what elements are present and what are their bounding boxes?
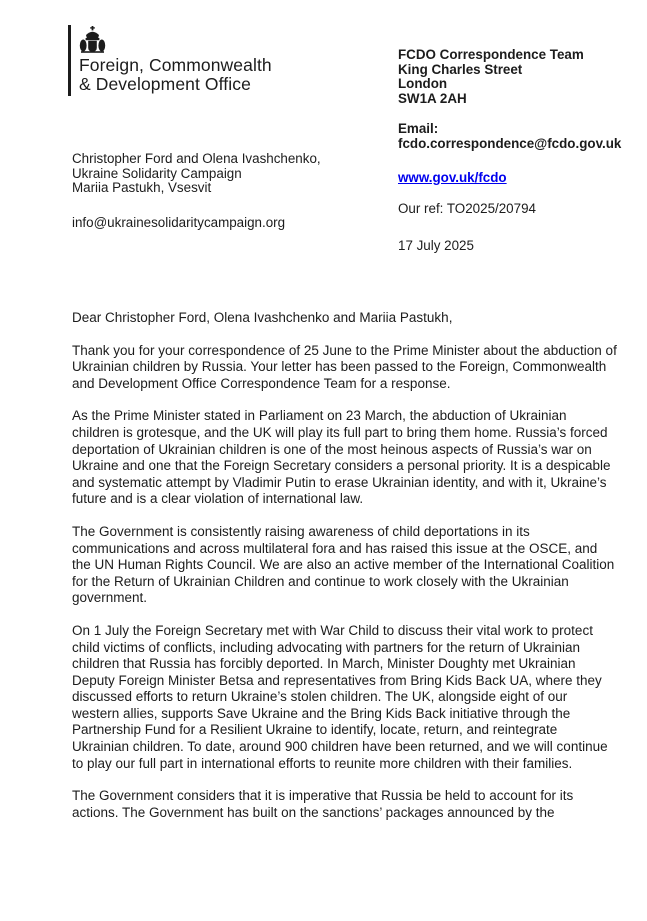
recipient-block	[72, 152, 392, 230]
body-paragraph: As the Prime Minister stated in Parliament on 23 March, the abduction of Ukrainian children is grotesque, and the UK will play its full part to bring them home. Russia’s forced deportation of Ukrainian children is one of the most heinous aspects of Russia’s war on Ukraine and one that the Foreign Secretary considers a personal priority. It is a despicable and systematic attempt by Vladimir Putin to erase Ukrainian identity, and with it, Ukraine’s future and is a clear violation of international law.	[72, 408, 611, 507]
recipient-line: Christopher Ford and Olena Ivashchenko,	[72, 151, 321, 166]
body-paragraph: The Government is consistently raising awareness of child deportations in its communications and across multilateral fora and has raised this issue at the OSCE, and the UN Human Rights Council. We are also an active member of the International Coalition for the Return of Ukrainian Children and continue to work closely with the Ukrainian government.	[72, 523, 615, 606]
contact-block	[398, 48, 638, 253]
website-link[interactable]: www.gov.uk/fcdo	[398, 169, 507, 185]
fcdo-logo	[68, 25, 272, 96]
logo-divider-bar	[68, 25, 71, 96]
recipient-line: Ukraine Solidarity Campaign	[72, 165, 242, 181]
salutation: Dear Christopher Ford, Olena Ivashchenko and Mariia Pastukh,	[72, 310, 453, 325]
our-ref: Our ref: TO2025/20794	[398, 201, 536, 217]
contact-team: FCDO Correspondence Team	[398, 47, 584, 62]
email-label: Email:	[398, 121, 439, 137]
contact-street: King Charles Street	[398, 61, 523, 77]
contact-postcode: SW1A 2AH	[398, 90, 467, 106]
recipient-email: info@ukrainesolidaritycampaign.org	[72, 214, 286, 230]
letter-body	[72, 310, 617, 837]
org-name-line1: Foreign, Commonwealth	[79, 55, 272, 75]
body-paragraph: Thank you for your correspondence of 25 June to the Prime Minister about the abduction of Ukrainian children by Russia. Your letter has been passed to the Foreign, Commonwealth and Development Office Correspondence Team for a response.	[72, 342, 617, 391]
org-name-line2: & Development Office	[79, 74, 251, 94]
body-paragraph: The Government considers that it is imperative that Russia be held to account for its actions. The Government has built on the sanctions’ packages announced by the	[72, 788, 574, 820]
contact-city: London	[398, 76, 448, 92]
letter-date: 17 July 2025	[398, 237, 474, 253]
contact-email-address: fcdo.correspondence@fcdo.gov.uk	[398, 135, 622, 151]
body-paragraph: On 1 July the Foreign Secretary met with War Child to discuss their vital work to protect child victims of conflicts, including advocating with partners for the return of Ukrainian children that Russia has forcibly deported. In March, Minister Doughty met Ukrainian Deputy Foreign Minister Betsa and representatives from Bring Kids Back UA, where they discussed efforts to return Ukraine’s stolen children. The UK, alongside eight of our western allies, supports Save Ukraine and the Bring Kids Back initiative through the Partnership Fund for a Resilient Ukraine to identify, locate, return, and reintegrate Ukrainian children. To date, around 900 children have been returned, and we will continue to play our full part in international efforts to reunite more children with their families.	[72, 622, 608, 771]
recipient-line: Mariia Pastukh, Vsesvit	[72, 180, 212, 196]
royal-crest-icon	[79, 26, 106, 53]
